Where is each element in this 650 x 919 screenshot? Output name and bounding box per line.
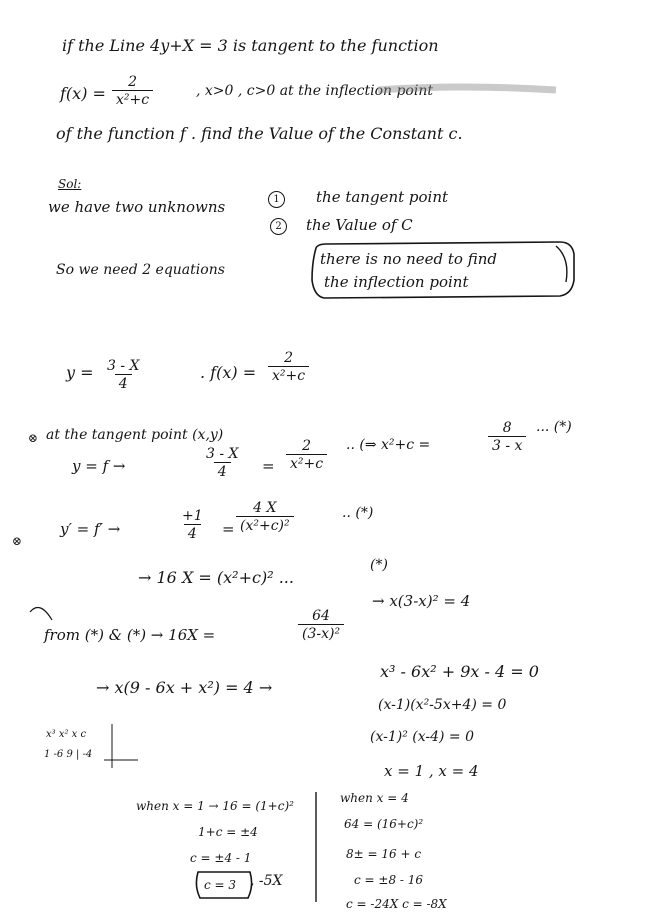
- deriv-fraction-2: [236, 500, 294, 534]
- f-numerator: 2: [284, 350, 293, 366]
- expand-eq: → x(9 - 6x + x²) = 4 →: [96, 678, 273, 697]
- yf-den-1: 4: [214, 462, 231, 480]
- fx-numerator: 2: [128, 74, 137, 90]
- from-denominator: (3-x)²: [298, 624, 344, 642]
- deriv-equals: =: [222, 520, 235, 538]
- f-denominator: x²+c: [268, 366, 309, 384]
- c-denominator: 3 - x: [488, 436, 526, 454]
- synthetic-row: 1 -6 9 | -4: [44, 749, 93, 760]
- y-fraction: [103, 358, 144, 392]
- unknown-2: the Value of C: [306, 216, 413, 234]
- roots: x = 1 , x = 4: [384, 762, 479, 780]
- from-numerator: 64: [312, 608, 330, 624]
- c-fraction: [488, 420, 526, 454]
- yf-num-2: 2: [302, 438, 311, 454]
- implies-c: .. (⇒ x²+c =: [346, 437, 431, 453]
- tag-1: ... (*): [536, 419, 572, 435]
- fx-condition: , x>0 , c>0 at the inflection point: [196, 83, 433, 99]
- yf-fraction-2: [286, 438, 327, 472]
- case2-title: when x = 4: [340, 791, 409, 805]
- tangent-point-label: at the tangent point (x,y): [46, 427, 224, 443]
- case2-line-2: 64 = (16+c)²: [344, 817, 424, 831]
- fx-fraction: [112, 74, 153, 108]
- sol-label: Sol:: [58, 177, 82, 191]
- y-denominator: 4: [115, 374, 132, 392]
- case1-line-3: c = ±4 - 1: [190, 851, 252, 865]
- yf-den-2: x²+c: [286, 454, 327, 472]
- problem-line-3: of the function f . find the Value of the Constant c.: [56, 124, 463, 143]
- from-fraction: [298, 608, 344, 642]
- bullet-x-icon: ⊗: [28, 431, 39, 445]
- synthetic-head: x³ x² x c: [46, 729, 87, 740]
- c-numerator: 8: [502, 420, 512, 436]
- deriv-num-2: 4 X: [253, 500, 277, 516]
- fx-denominator: x²+c: [112, 90, 153, 108]
- f-lhs: . f(x) =: [200, 363, 257, 382]
- case1-title: when x = 1 → 16 = (1+c)²: [136, 799, 294, 813]
- tag-3: (*): [370, 557, 388, 573]
- bullet-x-icon-2: ⊗: [12, 534, 23, 548]
- case2-line-3: 8± = 16 + c: [346, 847, 422, 861]
- cubic-eq: x³ - 6x² + 9x - 4 = 0: [380, 662, 539, 681]
- yf-num-1: 3 - X: [206, 446, 239, 462]
- deriv-den-1: 4: [184, 524, 201, 542]
- case1-line-2: 1+c = ±4: [198, 825, 258, 839]
- from-line: from (*) & (*) → 16X =: [44, 626, 216, 644]
- factor-1: (x-1)(x²-5x+4) = 0: [378, 697, 507, 713]
- y-lhs: y =: [66, 363, 94, 382]
- unknowns-intro: we have two unknowns: [48, 198, 226, 216]
- y-numerator: 3 - X: [107, 358, 140, 374]
- factor-2: (x-1)² (x-4) = 0: [370, 729, 475, 745]
- problem-line-1: if the Line 4y+X = 3 is tangent to the function: [62, 36, 439, 55]
- from-tail: → x(3-x)² = 4: [372, 592, 471, 610]
- case2-line-5: c = -24X c = -8X: [346, 897, 447, 911]
- boxed-note-line-2: the inflection point: [324, 273, 469, 291]
- derivative-eq: y′ = f′ →: [60, 520, 121, 538]
- need-equations: So we need 2 equations: [56, 262, 225, 278]
- deriv-den-2: (x²+c)²: [236, 516, 294, 534]
- tag-2: .. (*): [342, 505, 374, 521]
- case1-reject: , -5X: [250, 873, 283, 889]
- boxed-note-line-1: there is no need to find: [320, 250, 497, 268]
- yf-equals: =: [262, 457, 275, 475]
- number-2-circle: 2: [270, 218, 287, 235]
- case2-line-4: c = ±8 - 16: [354, 873, 424, 887]
- sixteen-x-eq: → 16 X = (x²+c)² ...: [138, 568, 294, 587]
- number-1-circle: 1: [268, 191, 285, 208]
- yf-fraction-1: [202, 446, 243, 480]
- case1-boxed: c = 3: [204, 878, 237, 892]
- deriv-num-1: +1: [182, 508, 203, 524]
- unknown-1: the tangent point: [316, 188, 449, 206]
- y-equals-f: y = f →: [72, 457, 126, 475]
- deriv-fraction-1: [178, 508, 207, 542]
- f-fraction: [268, 350, 309, 384]
- fx-lhs: f(x) =: [60, 84, 106, 103]
